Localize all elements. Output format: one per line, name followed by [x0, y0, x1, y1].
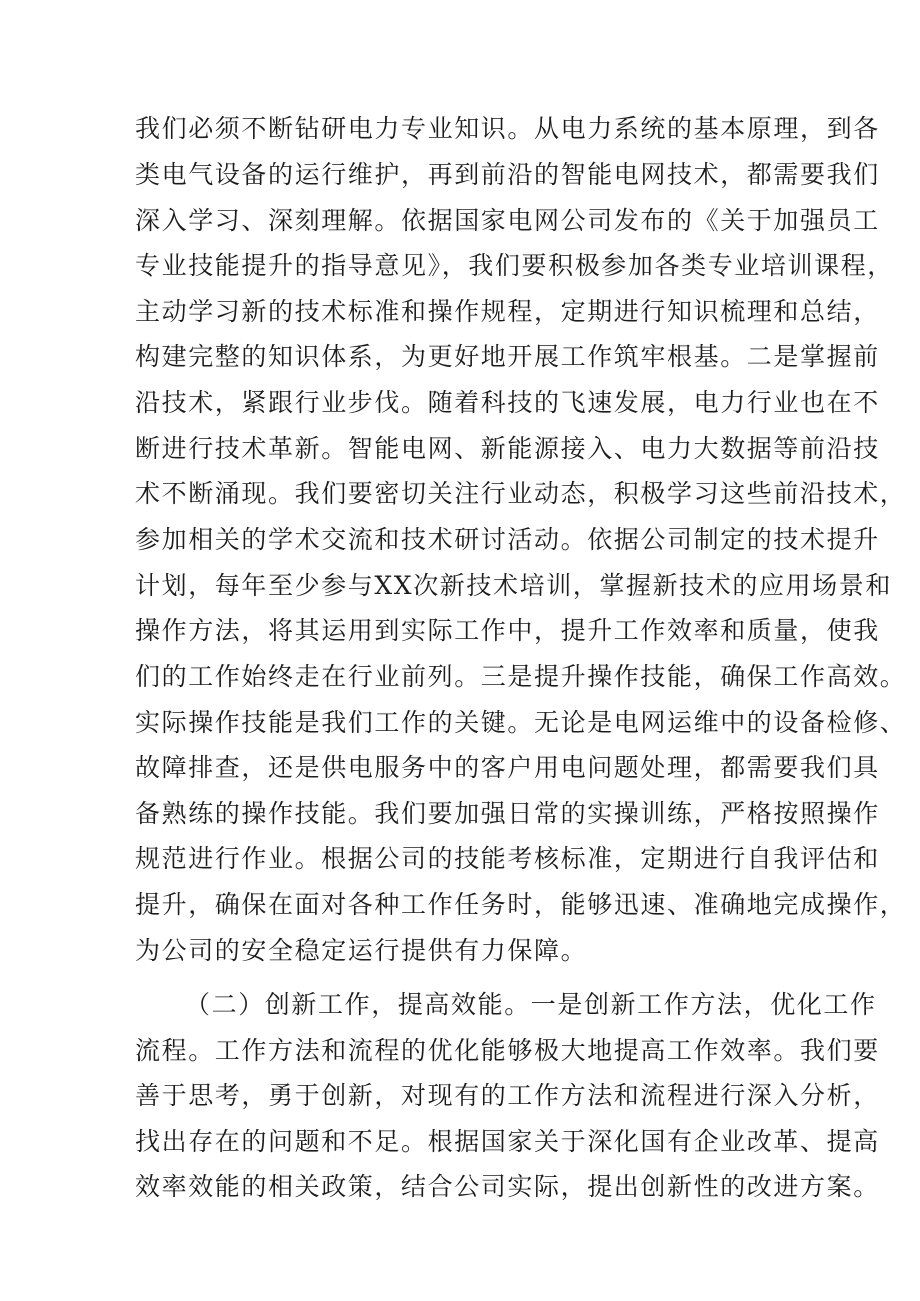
section-heading-line: （二）创新工作，提高效能。一是创新工作方法，优化工作: [185, 990, 877, 1019]
text-line: 断进行技术革新。智能电网、新能源接入、电力大数据等前沿技: [135, 434, 880, 463]
text-line: 实际操作技能是我们工作的关键。无论是电网运维中的设备检修、: [135, 708, 907, 737]
text-line: 备熟练的操作技能。我们要加强日常的实操训练，严格按照操作: [135, 799, 880, 828]
text-line: 构建完整的知识体系，为更好地开展工作筑牢根基。二是掌握前: [135, 342, 880, 371]
text-line: 善于思考，勇于创新，对现有的工作方法和流程进行深入分析，: [135, 1081, 880, 1110]
text-line: 主动学习新的技术标准和操作规程，定期进行知识梳理和总结，: [135, 297, 880, 326]
text-line: 计划，每年至少参与XX次新技术培训，掌握新技术的应用场景和: [135, 571, 892, 600]
text-line: 类电气设备的运行维护，再到前沿的智能电网技术，都需要我们: [135, 160, 880, 189]
text-line: 沿技术，紧跟行业步伐。随着科技的飞速发展，电力行业也在不: [135, 388, 880, 417]
text-line: 我们必须不断钻研电力专业知识。从电力系统的基本原理，到各: [135, 114, 880, 143]
text-line: 流程。工作方法和流程的优化能够极大地提高工作效率。我们要: [135, 1036, 880, 1065]
text-line: 们的工作始终走在行业前列。三是提升操作技能，确保工作高效。: [135, 662, 907, 691]
text-line: 深入学习、深刻理解。依据国家电网公司发布的《关于加强员工: [135, 206, 880, 235]
text-line: 效率效能的相关政策，结合公司实际，提出创新性的改进方案。: [135, 1172, 880, 1201]
text-line: 参加相关的学术交流和技术研讨活动。依据公司制定的技术提升: [135, 525, 880, 554]
text-line: 提升，确保在面对各种工作任务时，能够迅速、准确地完成操作，: [135, 890, 907, 919]
text-line: 术不断涌现。我们要密切关注行业动态，积极学习这些前沿技术，: [135, 479, 907, 508]
text-line: 操作方法，将其运用到实际工作中，提升工作效率和质量，使我: [135, 616, 880, 645]
text-line: 规范进行作业。根据公司的技能考核标准，定期进行自我评估和: [135, 844, 880, 873]
text-line: 专业技能提升的指导意见》，我们要积极参加各类专业培训课程，: [135, 251, 894, 280]
text-line: 为公司的安全稳定运行提供有力保障。: [135, 936, 588, 965]
text-line: 故障排查，还是供电服务中的客户用电问题处理，都需要我们具: [135, 753, 880, 782]
text-line: 找出存在的问题和不足。根据国家关于深化国有企业改革、提高: [135, 1127, 880, 1156]
